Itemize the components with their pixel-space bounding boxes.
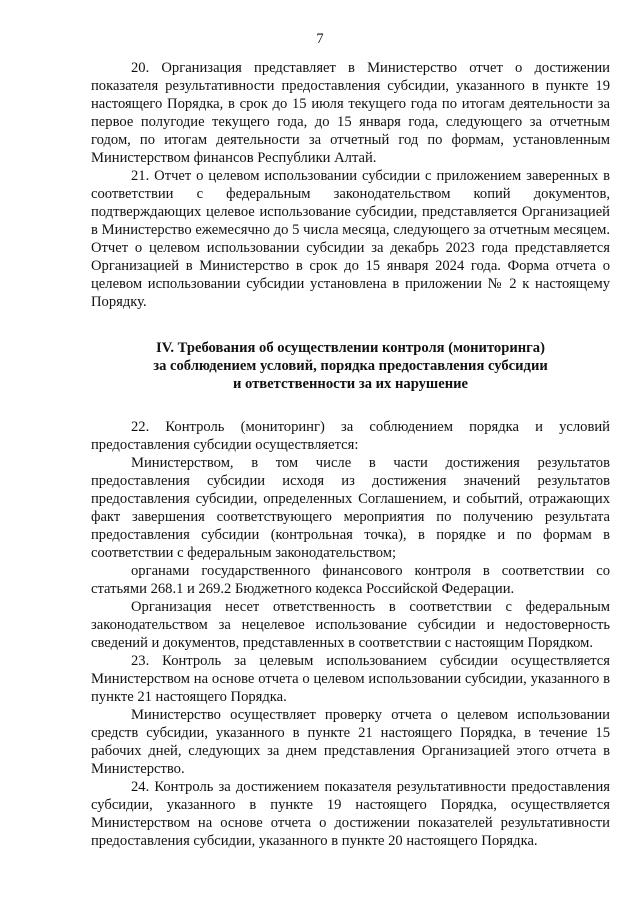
paragraph-21: 21. Отчет о целевом использовании субсидии с приложением заверенных в соответствии с федеральным законодательством копий документов, подтверждающих целевое использование субсидии, представляется Организацией в Министерство ежемесячно до 5 числа месяца, следующего за отчетным месяцем. Отчет о целевом использовании субсидии за декабрь 2023 года представляется Организацией в Министерство в срок до 15 января 2024 года. Форма отчета о целевом использовании субсидии установлена в приложении № 2 к настоящему Порядку. — [91, 168, 610, 310]
paragraph-22: 22. Контроль (мониторинг) за соблюдением порядка и условий предоставления субсидии осуществляется: — [91, 419, 610, 453]
paragraph-23: 23. Контроль за целевым использованием субсидии осуществляется Министерством на основе отчета о целевом использовании субсидии, указанного в пункте 21 настоящего Порядка. — [91, 653, 610, 705]
paragraph-20: 20. Организация представляет в Министерство отчет о достижении показателя результативности предоставления субсидии, указанного в пункте 19 настоящего Порядка, в срок до 15 июля текущего года по итогам деятельности за первое полугодие текущего года, до 15 января года, следующего за отчетным годом, по итогам деятельности за отчетный год по формам, установленным Министерством финансов Республики Алтай. — [91, 60, 610, 166]
paragraph-report-check: Министерство осуществляет проверку отчета о целевом использовании средств субсидии, указанного в пункте 21 настоящего Порядка, в течение 15 рабочих дней, следующих за днем представления Организацией этого отчета в Министерство. — [91, 707, 610, 777]
paragraph-24: 24. Контроль за достижением показателя результативности предоставления субсидии, указанного в пункте 19 настоящего Порядка, осуществляется Министерством на основе отчета о достижении показателей результативности предоставления субсидии, указанного в пункте 20 настоящего Порядка. — [91, 779, 610, 849]
heading-line-1: IV. Требования об осуществлении контроля (мониторинга) — [156, 340, 545, 356]
document-body — [91, 59, 610, 850]
paragraph-financial-control-bodies: органами государственного финансового контроля в соответствии со статьями 268.1 и 269.2 Бюджетного кодекса Российской Федерации. — [91, 563, 610, 597]
section-heading — [91, 339, 610, 393]
paragraph-ministry-control: Министерством, в том числе в части достижения результатов предоставления субсидии исходя из достижения значений результатов предоставления субсидии, определенных Соглашением, и событий, отражающих факт завершения соответствующего мероприятия по получению результата предоставления субсидии (контрольная точка), в порядке и по формам в соответствии с федеральным законодательством; — [91, 455, 610, 561]
heading-line-2: за соблюдением условий, порядка предоставления субсидии — [153, 358, 548, 374]
paragraph-organization-responsibility: Организация несет ответственность в соответствии с федеральным законодательством за нецелевое использование субсидии и недостоверность сведений и документов, представленных в соответствии с настоящим Порядком. — [91, 599, 610, 651]
page-number: 7 — [316, 31, 324, 47]
heading-line-3: и ответственности за их нарушение — [232, 376, 469, 392]
